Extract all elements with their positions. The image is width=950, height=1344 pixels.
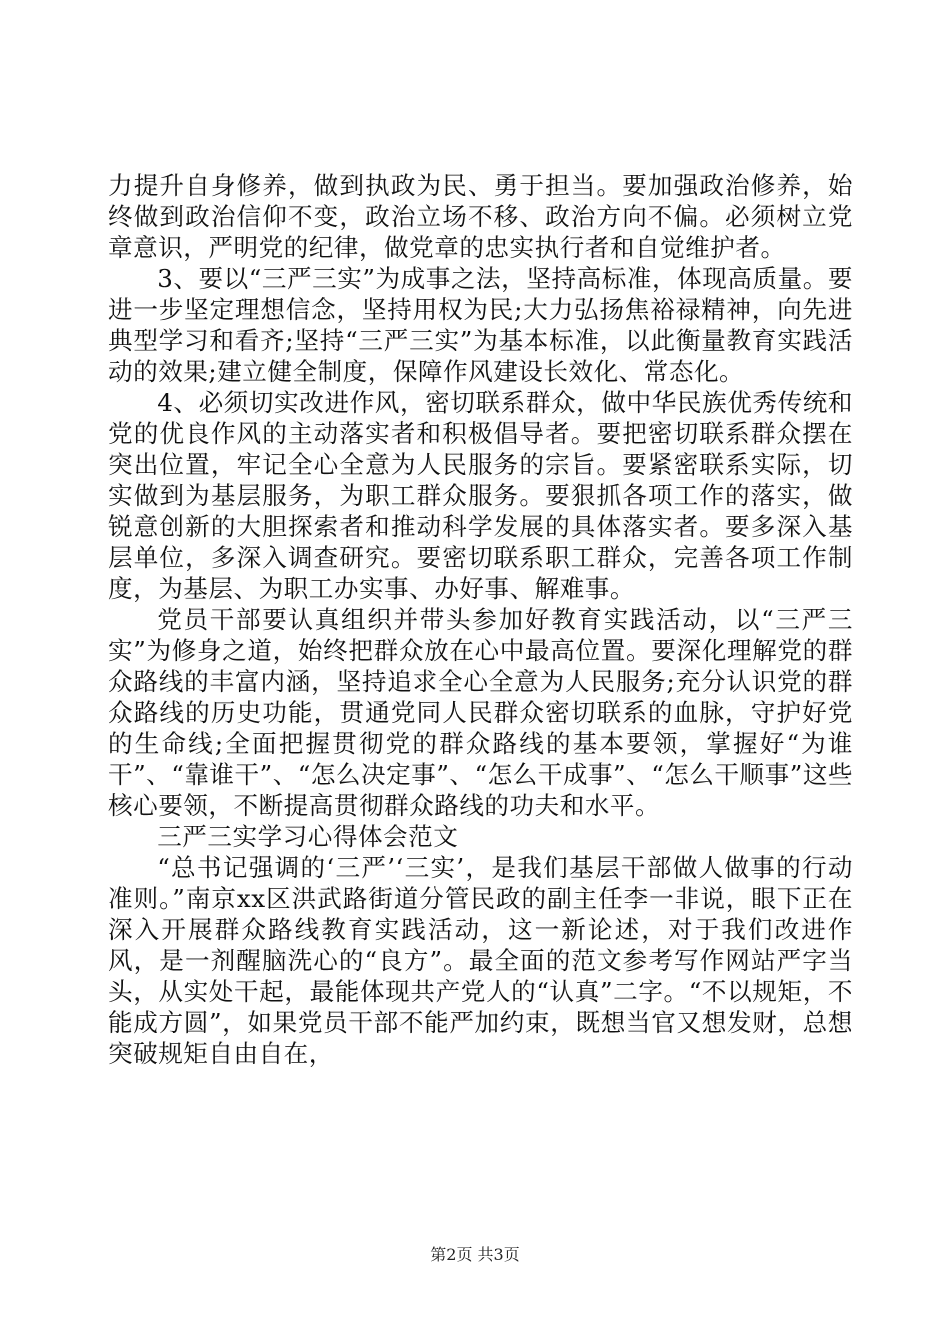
document-body xyxy=(108,170,853,1069)
page-footer: 第2页 共3页 xyxy=(430,1245,520,1264)
paragraph-point-4: 4、必须切实改进作风，密切联系群众，做中华民族优秀传统和党的优良作风的主动落实者和积极倡导者。要把密切联系群众摆在突出位置，牢记全心全意为人民服务的宗旨。要紧密联系实际，切实做到为基层服务，为职工群众服务。要狠抓各项工作的落实，做锐意创新的大胆探索者和推动科学发展的具体落实者。要多深入基层单位，多深入调查研究。要密切联系职工群众，完善各项工作制度，为基层、为职工办实事、办好事、解难事。 xyxy=(108,388,853,603)
paragraph-quote: “总书记强调的‘三严’‘三实’，是我们基层干部做人做事的行动准则。”南京xx区洪武路街道分管民政的副主任李一非说，眼下正在深入开展群众路线教育实践活动，这一新论述，对于我们改进作风，是一剂醒脑洗心的“良方”。最全面的范文参考写作网站严字当头，从实处干起，最能体现共产党人的“认真”二字。“不以规矩，不能成方圆”，如果党员干部不能严加约束，既想当官又想发财，总想突破规矩自由自在， xyxy=(108,853,853,1068)
paragraph-continuation: 力提升自身修养，做到执政为民、勇于担当。要加强政治修养，始终做到政治信仰不变，政治立场不移、政治方向不偏。必须树立党章意识，严明党的纪律，做党章的忠实执行者和自觉维护者。 xyxy=(108,171,853,262)
paragraph-party-cadres: 党员干部要认真组织并带头参加好教育实践活动，以“三严三实”为修身之道，始终把群众放在心中最高位置。要深化理解党的群众路线的丰富内涵，坚持追求全心全意为人民服务;充分认识党的群众路线的历史功能，贯通党同人民群众密切联系的血脉，守护好党的生命线;全面把握贯彻党的群众路线的基本要领，掌握好“为谁干”、“靠谁干”、“怎么决定事”、“怎么干成事”、“怎么干顺事”这些核心要领，不断提高贯彻群众路线的功夫和水平。 xyxy=(108,605,854,820)
paragraph-point-3: 3、要以“三严三实”为成事之法，坚持高标准，体现高质量。要进一步坚定理想信念，坚持用权为民;大力弘扬焦裕禄精神，向先进典型学习和看齐;坚持“三严三实”为基本标准，以此衡量教育实践活动的效果;建立健全制度，保障作风建设长效化、常态化。 xyxy=(108,264,853,386)
section-heading: 三严三实学习心得体会范文 xyxy=(157,822,459,851)
